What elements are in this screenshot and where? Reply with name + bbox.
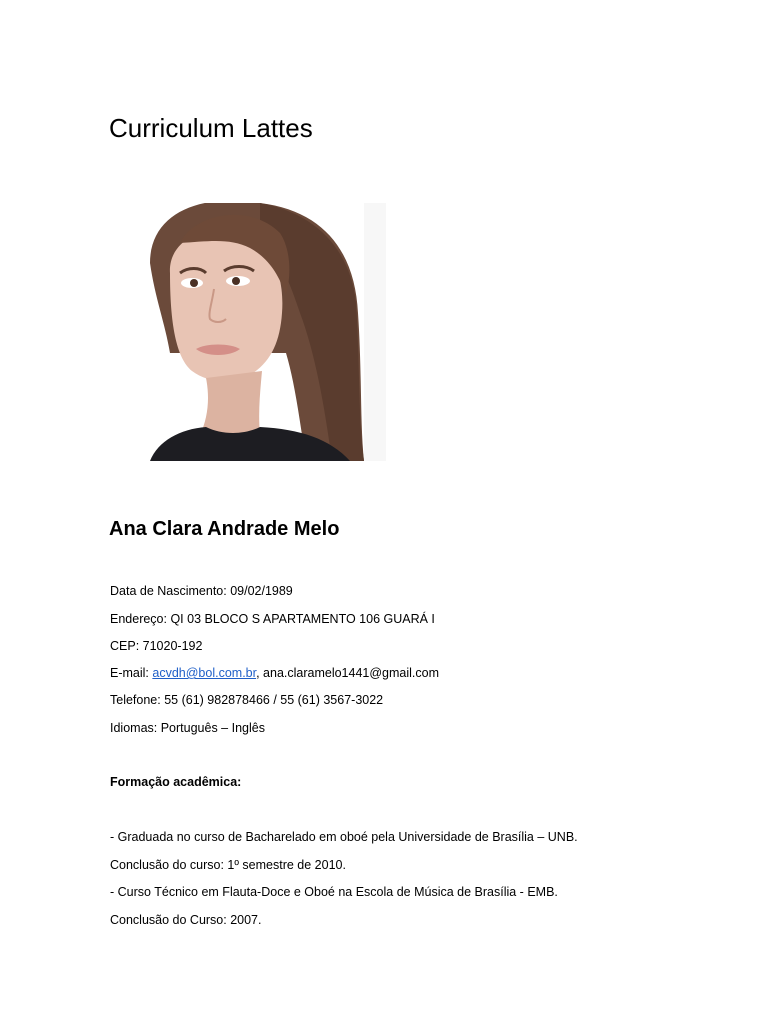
education-item: - Curso Técnico em Flauta-Doce e Oboé na Escola de Música de Brasília - EMB.: [110, 885, 558, 899]
email-label: E-mail:: [110, 666, 153, 680]
education-item: Conclusão do Curso: 2007.: [110, 913, 262, 927]
document-title: Curriculum Lattes: [109, 113, 313, 143]
postal-code: CEP: 71020-192: [110, 639, 203, 653]
profile-photo: [110, 203, 386, 461]
email-line: [110, 665, 439, 681]
education-heading: Formação acadêmica:: [110, 775, 242, 789]
education-item: - Graduada no curso de Bacharelado em oboé pela Universidade de Brasília – UNB.: [110, 830, 578, 844]
email-link[interactable]: acvdh@bol.com.br: [152, 666, 257, 680]
education-item: Conclusão do curso: 1º semestre de 2010.: [110, 858, 346, 872]
email-secondary: , ana.claramelo1441@gmail.com: [256, 666, 440, 680]
person-name: Ana Clara Andrade Melo: [109, 518, 340, 540]
address: Endereço: QI 03 BLOCO S APARTAMENTO 106 GUARÁ I: [110, 612, 435, 626]
languages: Idiomas: Português – Inglês: [110, 721, 265, 735]
birth-date: Data de Nascimento: 09/02/1989: [110, 584, 293, 598]
phone: Telefone: 55 (61) 982878466 / 55 (61) 3567-3022: [110, 693, 384, 707]
